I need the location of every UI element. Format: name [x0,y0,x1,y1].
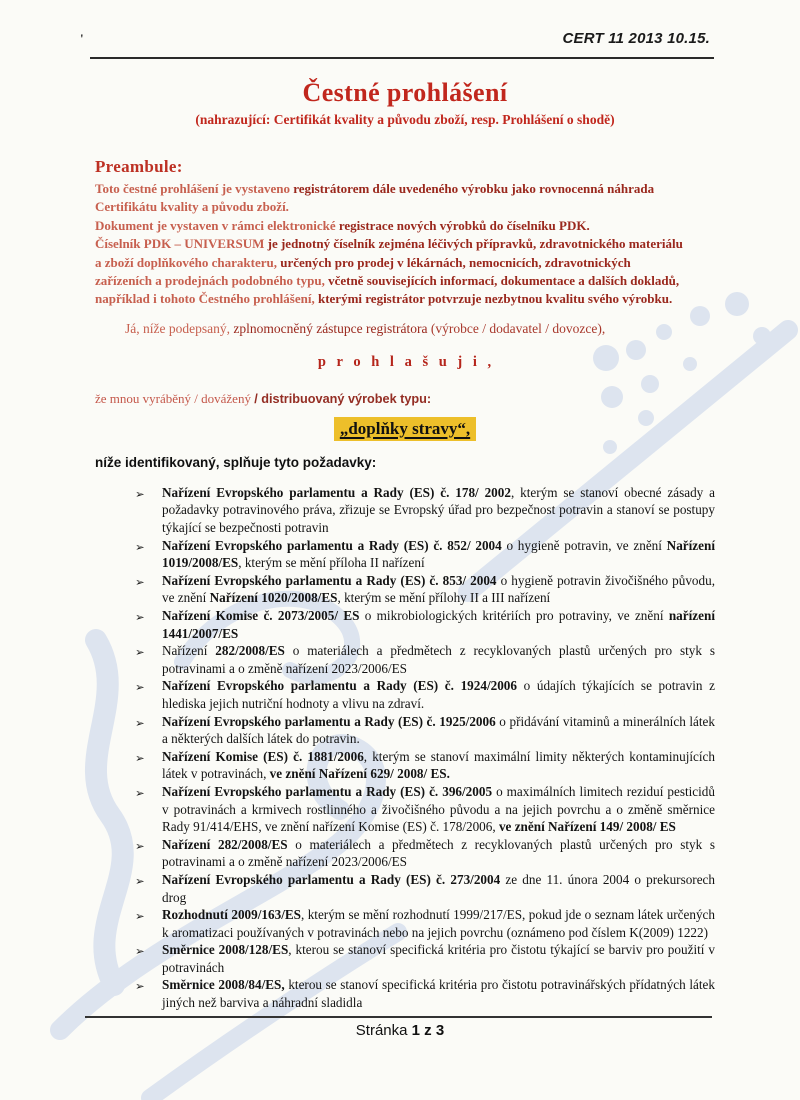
product-type-highlight: „doplňky stravy“, [334,417,476,441]
bullet-arrow-icon: ➢ [135,873,145,888]
bullet-arrow-icon: ➢ [135,979,145,994]
preambule-line: Číselník PDK – UNIVERSUM je jednotný číselník zejména léčivých přípravků, zdravotnického materiálu [95,236,683,252]
list-item [135,537,715,572]
list-item [135,871,715,906]
bullet-arrow-icon: ➢ [135,645,145,660]
list-item-text: Směrnice 2008/84/ES, kterou se stanoví specifická kritéria pro čistotu potravinářských přídatných látek jiných než barviva a náhradní sladidla [162,977,715,1011]
list-item-text: Nařízení Komise č. 2073/2005/ ES o mikrobiologických kritériích pro potraviny, ve znění nařízení 1441/2007/ES [162,608,715,641]
bullet-arrow-icon: ➢ [135,680,145,695]
product-type-row [95,417,715,441]
list-item-text: Nařízení 282/2008/ES o materiálech a předmětech z recyklovaných plastů určených pro styk s potravinami a o změně nařízení 2023/2006/ES [162,643,715,676]
preambule-line: Toto čestné prohlášení je vystaveno registrátorem dále uvedeného výrobku jako rovnocenná náhrada [95,181,655,196]
list-item-text: Nařízení Evropského parlamentu a Rady (ES) č. 853/ 2004 o hygieně potravin živočišného původu, ve znění Nařízení 1020/2008/ES, kterým se mění přílohy II a III nařízení [162,572,716,606]
bullet-arrow-icon: ➢ [135,715,145,730]
requirements-list [135,484,715,1012]
document-code: CERT 11 2013 10.15. [562,30,710,47]
list-item [135,836,715,871]
bullet-arrow-icon: ➢ [135,610,145,624]
list-item-text: Rozhodnutí 2009/163/ES, kterým se mění rozhodnutí 1999/217/ES, pokud jde o seznam látek určených k aromatizaci používaných v potravinách nebo na jejich povrchu (oznámeno pod číslem K(2009) 1222) [162,907,715,940]
list-item-text: Nařízení Evropského parlamentu a Rady (ES) č. 1924/2006 o údajích týkajících se potravin z hlediska jejich nutriční hodnoty a vlivu na zdraví. [162,678,715,711]
declaration-keyword: p r o h l a š u j i , [317,353,493,370]
product-type-line: že mnou vyráběný / dovážený / distribuovaný výrobek typu: [95,390,432,406]
bullet-arrow-icon: ➢ [135,785,145,800]
bullet-arrow-icon: ➢ [135,838,145,853]
list-item-text: Nařízení 282/2008/ES o materiálech a předmětech z recyklovaných plastů určených pro styk s potravinami a o změně nařízení 2023/2006/ES [162,836,715,870]
list-item-text: Nařízení Evropského parlamentu a Rady (ES) č. 1925/2006 o přidávání vitaminů a minerálních látek a některých dalších látek do potravin. [162,713,716,747]
preambule-line: a zboží doplňkového charakteru, určených pro prodej v lékárnách, nemocnicích, zdravotnických [95,254,631,270]
list-item [135,642,715,677]
document-subtitle: (nahrazující: Certifikát kvality a původu zboží, resp. Prohlášení o shodě) [195,112,615,127]
bullet-arrow-icon: ➢ [135,574,145,589]
list-item [135,713,715,748]
scan-artifact-mark: ' [80,31,84,46]
list-item [135,484,715,537]
bullet-arrow-icon: ➢ [135,539,145,554]
preambule-line: Certifikátu kvality a původu zboží. [95,199,289,215]
document-title: Čestné prohlášení [302,78,508,107]
footer-rule [85,1016,712,1018]
declaration-intro: Já, níže podepsaný, zplnomocněný zástupce registrátora (výrobce / dodavatel / dovozce), [125,320,606,336]
list-item-text: Nařízení Evropského parlamentu a Rady (ES) č. 396/2005 o maximálních limitech reziduí pesticidů v potravinách a krmivech rostlinného a živočišného původu a na jejich povrchu a o změně směrnice Rady 91/414/EHS, ve znění nařízení Komise (ES) č. 178/2006, ve znění Nařízení 149/ 2008/ ES [162,783,715,835]
bullet-arrow-icon: ➢ [135,750,145,765]
list-item-text: Nařízení Evropského parlamentu a Rady (ES) č. 178/ 2002, kterým se stanoví obecné zásady a požadavky potravinového práva, zřizuje se Evropský úřad pro bezpečnost potravin a stanoví se postupy týkající se bezpečnosti potravin [162,484,715,536]
preambule-line: například i tohoto Čestného prohlášení, kterými registrátor potvrzuje nezbytnou kvalitu svého výrobku. [95,291,673,307]
bullet-arrow-icon: ➢ [135,944,145,959]
list-item [135,572,715,607]
preambule-line: Dokument je vystaven v rámci elektronické registrace nových výrobků do číselníku PDK. [95,217,590,233]
list-item-text: Nařízení Evropského parlamentu a Rady (ES) č. 852/ 2004 o hygieně potravin, ve znění Nařízení 1019/2008/ES, kterým se mění příloha II nařízení [162,537,716,571]
preambule-line: zařízeních a prodejnách podobného typu, včetně souvisejících informací, dokumentace a dalších dokladů, [95,273,680,289]
list-item-text: Nařízení Evropského parlamentu a Rady (ES) č. 273/2004 ze dne 11. února 2004 o prekursorech drog [162,871,715,905]
preambule-heading: Preambule: [95,157,183,176]
list-item [135,677,715,712]
requirements-intro: níže identifikovaný, splňuje tyto požadavky: [95,454,377,470]
list-item [135,941,715,976]
list-item [135,976,715,1011]
page-number: Stránka 1 z 3 [355,1022,445,1039]
list-item [135,783,715,836]
bullet-arrow-icon: ➢ [135,486,145,501]
list-item [135,607,715,642]
list-item [135,906,715,941]
list-item-text: Směrnice 2008/128/ES, kterou se stanoví specifická kritéria pro čistotu týkající se barviv pro použití v potravinách [162,942,715,975]
bullet-arrow-icon: ➢ [135,909,145,924]
list-item-text: Nařízení Komise (ES) č. 1881/2006, kterým se stanoví maximální limity některých kontaminujících látek v potravinách, ve znění Nařízení 629/ 2008/ ES. [162,748,715,782]
preambule-text [95,180,715,309]
list-item [135,748,715,783]
